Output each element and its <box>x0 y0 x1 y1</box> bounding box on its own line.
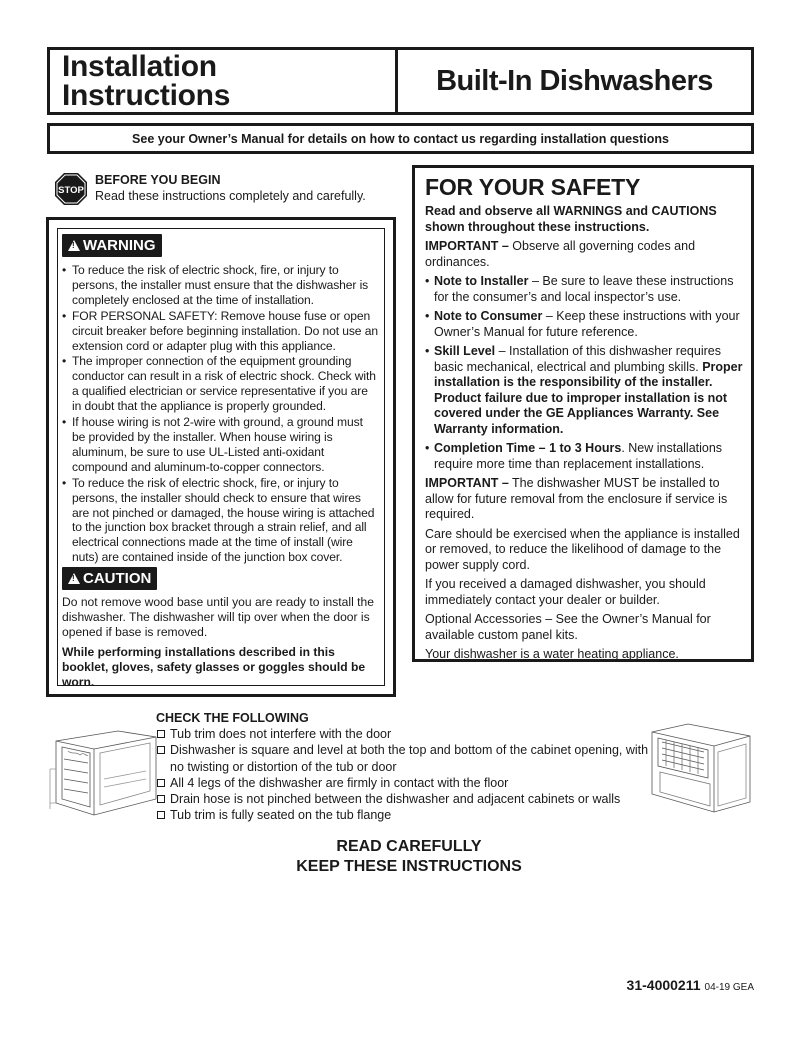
important-label: IMPORTANT – <box>425 239 509 253</box>
checkbox-icon <box>157 811 165 819</box>
header-product-cell <box>398 50 751 112</box>
caution-label: CAUTION <box>83 570 152 588</box>
warning-label: WARNING <box>83 237 156 254</box>
stop-sign-text: STOP <box>58 185 84 196</box>
owners-manual-note: See your Owner’s Manual for details on how to contact us regarding installation questions <box>132 131 669 146</box>
check-item-text: Drain hose is not pinched between the dishwasher and adjacent cabinets or walls <box>170 792 621 807</box>
before-you-begin-heading: BEFORE YOU BEGIN <box>95 173 221 187</box>
owners-manual-banner <box>47 123 754 154</box>
checkbox-icon <box>157 730 165 738</box>
warning-box <box>46 217 396 697</box>
skill-level-label: Skill Level <box>434 344 496 358</box>
check-item-text: Tub trim does not interfere with the door <box>170 727 392 741</box>
caution-badge <box>62 567 157 590</box>
document-number: 31-4000211 <box>626 977 701 993</box>
checkbox-icon <box>157 795 165 803</box>
check-item <box>156 742 656 775</box>
important-text: Observe all governing codes and ordinances. <box>425 239 696 269</box>
completion-time <box>425 441 745 472</box>
optional-accessories-note: Optional Accessories – See the Owner’s Manual for available custom panel kits. <box>425 612 711 642</box>
check-item-text: All 4 legs of the dishwasher are firmly in contact with the floor <box>170 775 509 790</box>
caution-ppe-note: While performing installations described in this booklet, gloves, safety glasses or goggles should be worn. <box>62 644 366 689</box>
damaged-note: If you received a damaged dishwasher, you should immediately contact your dealer or builder. <box>425 577 706 607</box>
note-consumer-text: – Keep these instructions with your Owner’s Manual for future reference. <box>434 309 740 339</box>
safety-title: FOR YOUR SAFETY <box>425 174 641 200</box>
check-item-text: Dishwasher is square and level at both the top and bottom of the cabinet opening, with no twisting or distortion of the tub or door <box>170 743 649 774</box>
warning-inner <box>57 228 385 689</box>
note-installer-text: – Be sure to leave these instructions for the consumer’s and local inspector’s use. <box>434 274 734 304</box>
note-installer-label: Note to Installer <box>434 274 529 288</box>
title-line-2: Instructions <box>62 79 231 112</box>
product-title: Built-In Dishwashers <box>436 64 713 97</box>
safety-box <box>412 165 754 662</box>
note-to-consumer <box>425 309 745 340</box>
dishwasher-illustration-right <box>648 722 754 814</box>
check-item-text: Tub trim is fully seated on the tub flange <box>170 808 392 823</box>
check-item <box>156 775 656 791</box>
caution-text: Do not remove wood base until you are ready to install the dishwasher. The dishwasher will tip over when the door is opened if base is removed. <box>62 595 374 639</box>
checkbox-icon <box>157 779 165 787</box>
water-heating-note: Your dishwasher is a water heating appliance. <box>425 647 679 661</box>
stop-sign-icon <box>54 172 88 206</box>
checkbox-icon <box>157 746 165 754</box>
completion-time-text: . New installations require more time than replacement installations. <box>434 441 723 471</box>
check-following <box>156 711 656 824</box>
warning-item: • The improper connection of the equipment grounding conductor can result in a risk of electric shock. Check with a qualified electrician or service representative if you are in doubt that the appliance is properly grounded. <box>62 354 379 414</box>
warning-list <box>62 263 379 565</box>
warning-badge <box>62 234 162 257</box>
safety-important-removal <box>425 476 745 523</box>
important-text-2: The dishwasher MUST be installed to allow for future removal from the enclosure if service is required. <box>425 476 728 521</box>
note-consumer-label: Note to Consumer <box>434 309 543 323</box>
note-to-installer <box>425 274 745 305</box>
check-list <box>156 726 656 824</box>
header-box <box>47 47 754 115</box>
warning-item: • To reduce the risk of electric shock, fire, or injury to persons, the installer should check to ensure that wires are not pinched or damaged, the house wiring is attached to the junction box bracket through a strain relief, and all electrical connections made at the time of install (wire nuts) are contained inside of the junction box cover. <box>62 476 379 565</box>
date-code: 04-19 GEA <box>704 982 754 993</box>
footer <box>627 977 754 995</box>
skill-level-bold: Proper installation is the responsibility of the installer. Product failure due to improper installation is not covered under the GE Appliances Warranty. See Warranty information. <box>434 359 743 436</box>
dishwasher-illustration-left <box>48 729 158 819</box>
caution-section <box>62 567 379 689</box>
check-item <box>156 807 656 823</box>
read-carefully: READ CAREFULLY <box>336 838 482 855</box>
safety-important-codes <box>425 239 745 270</box>
warning-item: • FOR PERSONAL SAFETY: Remove house fuse or open circuit breaker before beginning installation. Do not use an extension cord or adapter plug with this appliance. <box>62 309 379 354</box>
safety-notes-list <box>425 274 745 472</box>
warning-triangle-icon <box>68 240 80 251</box>
keep-instructions: KEEP THESE INSTRUCTIONS <box>296 858 522 875</box>
caution-triangle-icon <box>68 573 80 584</box>
warning-item: • If house wiring is not 2-wire with ground, a ground must be provided by the installer. When house wiring is aluminum, be sure to use UL-Listed anti-oxidant compound and aluminum-to-copper connectors. <box>62 415 379 475</box>
important-label-2: IMPORTANT – <box>425 476 509 490</box>
check-item <box>156 726 656 742</box>
before-you-begin <box>54 172 394 208</box>
header-title-cell <box>50 50 398 112</box>
care-note: Care should be exercised when the appliance is installed or removed, to reduce the likelihood of damage to the power supply cord. <box>425 526 740 572</box>
skill-level-text: – Installation of this dishwasher requires basic mechanical, electrical and plumbing skills. <box>434 344 721 374</box>
title-line-1: Installation <box>62 50 217 83</box>
check-heading: CHECK THE FOLLOWING <box>156 711 309 725</box>
warning-item: • To reduce the risk of electric shock, fire, or injury to persons, the installer must ensure that the dishwasher is completely enclosed at the time of installation. <box>62 263 379 308</box>
before-you-begin-text: Read these instructions completely and carefully. <box>95 189 366 203</box>
safety-intro: Read and observe all WARNINGS and CAUTIONS shown throughout these instructions. <box>425 204 717 234</box>
check-item <box>156 791 656 807</box>
skill-level <box>425 344 745 437</box>
completion-time-label: Completion Time – 1 to 3 Hours <box>434 441 622 455</box>
